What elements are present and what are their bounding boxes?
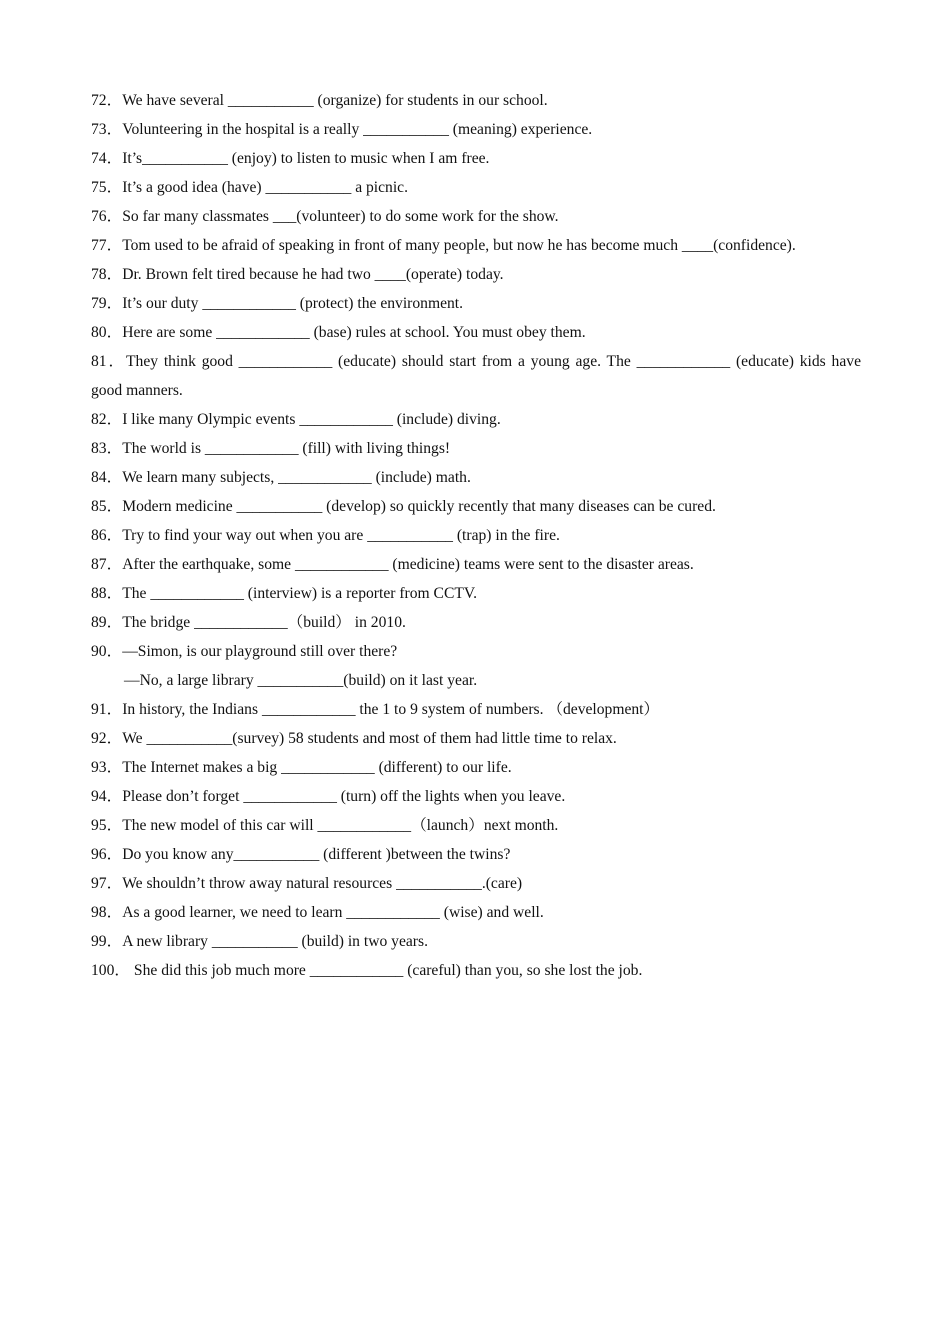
exercise-item-88 <box>91 579 861 608</box>
exercise-text: They think good ____________ (educate) should start from a young age. The ____________ (educate) kids have good manners. <box>91 353 861 399</box>
exercise-number: 98． <box>91 904 123 921</box>
exercise-text: We have several ___________ (organize) for students in our school. <box>122 92 548 109</box>
exercise-text: The ____________ (interview) is a reporter from CCTV. <box>122 585 478 602</box>
exercise-continuation: —No, a large library ___________(build) on it last year. <box>124 672 478 689</box>
exercise-text: —Simon, is our playground still over there? <box>122 643 398 660</box>
exercise-text: Tom used to be afraid of speaking in front of many people, but now he has become much ____(confidence). <box>122 237 796 254</box>
exercise-item-82 <box>91 405 861 434</box>
exercise-text: It’s our duty ____________ (protect) the environment. <box>122 295 464 312</box>
exercise-number: 90． <box>91 643 123 660</box>
exercise-number: 85． <box>91 498 123 515</box>
exercise-number: 76． <box>91 208 123 225</box>
exercise-number: 100． <box>91 962 130 979</box>
exercise-number: 87． <box>91 556 123 573</box>
exercise-number: 93． <box>91 759 123 776</box>
exercise-item-95 <box>91 811 861 840</box>
exercise-item-77 <box>91 231 861 260</box>
exercise-item-91 <box>91 695 861 724</box>
exercise-item-100 <box>91 956 861 985</box>
exercise-text: Please don’t forget ____________ (turn) off the lights when you leave. <box>122 788 566 805</box>
exercise-number: 79． <box>91 295 123 312</box>
exercise-item-87 <box>91 550 861 579</box>
exercise-item-97 <box>91 869 861 898</box>
exercise-item-85 <box>91 492 861 521</box>
exercise-text: Volunteering in the hospital is a really ___________ (meaning) experience. <box>122 121 593 138</box>
exercise-text: I like many Olympic events ____________ (include) diving. <box>122 411 501 428</box>
exercise-number: 99． <box>91 933 123 950</box>
exercise-number: 80． <box>91 324 123 341</box>
exercise-number: 91． <box>91 701 123 718</box>
exercise-item-72 <box>91 86 861 115</box>
exercise-item-73 <box>91 115 861 144</box>
exercise-text: Try to find your way out when you are ___________ (trap) in the fire. <box>122 527 560 544</box>
exercise-text: The new model of this car will ____________（launch）next month. <box>122 817 559 834</box>
exercise-item-89 <box>91 608 861 637</box>
exercise-number: 92． <box>91 730 123 747</box>
exercise-text: We learn many subjects, ____________ (include) math. <box>122 469 471 486</box>
exercise-text: In history, the Indians ____________ the 1 to 9 system of numbers. （development） <box>122 701 660 718</box>
exercise-number: 82． <box>91 411 123 428</box>
exercise-number: 73． <box>91 121 123 138</box>
exercise-text: Do you know any___________ (different )between the twins? <box>122 846 511 863</box>
exercise-list <box>91 86 861 985</box>
exercise-item-84 <box>91 463 861 492</box>
exercise-item-93 <box>91 753 861 782</box>
exercise-number: 88． <box>91 585 123 602</box>
exercise-item-78 <box>91 260 861 289</box>
exercise-number: 74． <box>91 150 123 167</box>
exercise-text: Dr. Brown felt tired because he had two ____(operate) today. <box>122 266 504 283</box>
exercise-text: After the earthquake, some ____________ (medicine) teams were sent to the disaster areas. <box>122 556 694 573</box>
exercise-number: 83． <box>91 440 123 457</box>
exercise-item-76 <box>91 202 861 231</box>
exercise-text: Modern medicine ___________ (develop) so quickly recently that many diseases can be cured. <box>122 498 716 515</box>
exercise-text: The bridge ____________（build） in 2010. <box>122 614 406 631</box>
exercise-text: Here are some ____________ (base) rules at school. You must obey them. <box>122 324 586 341</box>
exercise-number: 86． <box>91 527 123 544</box>
exercise-number: 81． <box>91 353 126 370</box>
exercise-item-75 <box>91 173 861 202</box>
exercise-text: As a good learner, we need to learn ____________ (wise) and well. <box>122 904 544 921</box>
exercise-item-94 <box>91 782 861 811</box>
exercise-text: It’s___________ (enjoy) to listen to music when I am free. <box>122 150 490 167</box>
exercise-number: 72． <box>91 92 123 109</box>
exercise-item-86 <box>91 521 861 550</box>
exercise-text: The world is ____________ (fill) with living things! <box>122 440 451 457</box>
exercise-text: We shouldn’t throw away natural resources ___________.(care) <box>122 875 523 892</box>
exercise-item-96 <box>91 840 861 869</box>
exercise-text: She did this job much more ____________ (careful) than you, so she lost the job. <box>130 962 643 979</box>
exercise-item-98 <box>91 898 861 927</box>
exercise-text: So far many classmates ___(volunteer) to do some work for the show. <box>122 208 559 225</box>
exercise-number: 97． <box>91 875 123 892</box>
exercise-item-79 <box>91 289 861 318</box>
exercise-item-99 <box>91 927 861 956</box>
exercise-item-74 <box>91 144 861 173</box>
exercise-text: It’s a good idea (have) ___________ a picnic. <box>122 179 409 196</box>
exercise-text: The Internet makes a big ____________ (different) to our life. <box>122 759 512 776</box>
exercise-item-80 <box>91 318 861 347</box>
exercise-number: 75． <box>91 179 123 196</box>
exercise-item-92 <box>91 724 861 753</box>
exercise-item-83 <box>91 434 861 463</box>
exercise-number: 84． <box>91 469 123 486</box>
exercise-number: 96． <box>91 846 123 863</box>
exercise-number: 94． <box>91 788 123 805</box>
exercise-text: We ___________(survey) 58 students and most of them had little time to relax. <box>122 730 617 747</box>
exercise-number: 89． <box>91 614 123 631</box>
exercise-number: 78． <box>91 266 123 283</box>
exercise-number: 77． <box>91 237 123 254</box>
exercise-text: A new library ___________ (build) in two years. <box>122 933 428 950</box>
exercise-number: 95． <box>91 817 123 834</box>
exercise-item-90 <box>91 637 861 695</box>
exercise-item-81 <box>91 347 861 405</box>
